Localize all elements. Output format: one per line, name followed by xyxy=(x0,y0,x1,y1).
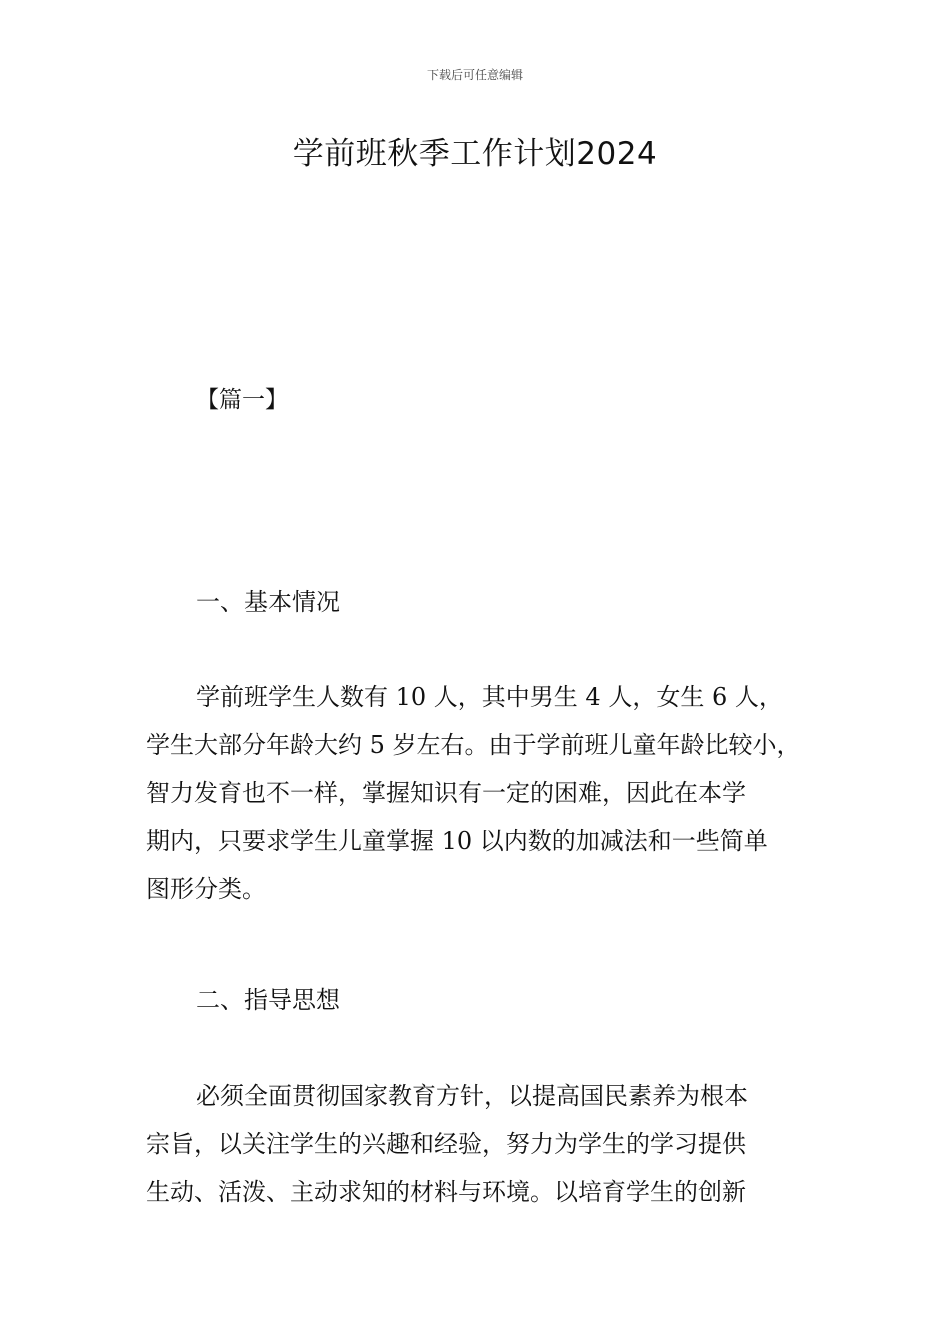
paragraph-line: 图形分类。 xyxy=(146,875,266,903)
document-title: 学前班秋季工作计划2024 xyxy=(292,136,658,172)
paragraph-line: 必须全面贯彻国家教育方针，以提高国民素养为根本 xyxy=(196,1082,748,1110)
paragraph-line: 宗旨，以关注学生的兴趣和经验，努力为学生的学习提供 xyxy=(146,1130,746,1158)
section-heading-guiding-ideology: 二、指导思想 xyxy=(196,986,340,1014)
paragraph-line: 学生大部分年龄大约 5 岁左右。由于学前班儿童年龄比较小， xyxy=(146,731,801,759)
section-heading-basic-situation: 一、基本情况 xyxy=(196,588,340,616)
part-label: 【篇一】 xyxy=(196,387,288,413)
header-note: 下载后可任意编辑 xyxy=(426,68,523,82)
paragraph-guiding-ideology xyxy=(146,1072,811,1216)
paragraph-line: 学前班学生人数有 10 人，其中男生 4 人，女生 6 人， xyxy=(196,683,783,711)
paragraph-basic-situation xyxy=(146,673,811,913)
paragraph-line: 智力发育也不一样，掌握知识有一定的困难，因此在本学 xyxy=(146,779,746,807)
paragraph-line: 生动、活泼、主动求知的材料与环境。以培育学生的创新 xyxy=(146,1178,746,1206)
paragraph-line: 期内，只要求学生儿童掌握 10 以内数的加减法和一些简单 xyxy=(146,827,768,855)
